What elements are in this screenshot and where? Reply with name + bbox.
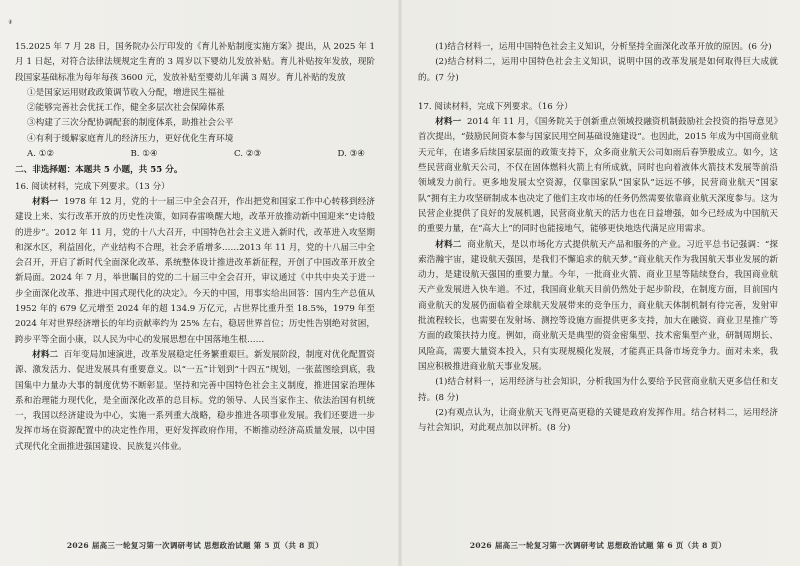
q15-item: ④有利于缓解家庭育儿的经济压力，更好优化生育环境	[27, 133, 234, 144]
q15-option-c: C. ②③	[234, 149, 262, 160]
right-page	[418, 40, 778, 540]
q17-requirement: (1)结合材料一，运用经济与社会知识，分析我国为什么要给予民营商业航天更多信任和支持。(8 分)	[418, 377, 778, 403]
q15-stem: 15.2025 年 7 月 28 日，国务院办公厅印发的《育儿补贴制度实施方案》提出，从 2025 年 1 月 1 日起，对符合法律法规规定生育的 3 周岁以下婴幼儿发放补贴。育儿补贴按年发放，现阶段国家基础标准为每年每孩 3600 元，发放补贴至婴幼儿年满 3 周岁。育儿补贴的发放	[15, 42, 375, 83]
q15-option-a: A. ①②	[27, 149, 55, 160]
q17-title: 17. 阅读材料，完成下列要求。（16 分）	[418, 101, 573, 112]
q15-option-b: B. ①④	[130, 149, 158, 160]
page-footer: 2026 届高三一轮复习第一次调研考试 思想政治试题 第 5 页（共 8 页）	[66, 541, 324, 550]
page-footer: 2026 届高三一轮复习第一次调研考试 思想政治试题 第 6 页（共 8 页）	[469, 541, 727, 550]
material-label: 材料二	[435, 239, 462, 250]
q16-requirement: (1)结合材料一，运用中国特色社会主义知识，分析坚持全面深化改革开放的原因。(6 分)	[435, 42, 772, 52]
section-heading: 二、非选择题：本题共 5 小题，共 55 分。	[15, 165, 183, 176]
q15-item: ③构建了三次分配协调配套的制度体系，助推社会公平	[27, 118, 234, 129]
material-text: 商业航天，是以市场化方式提供航天产品和服务的产业。习近平总书记强调：“探索浩瀚宇宙，建设航天强国，是我们不懈追求的航天梦。”商业航天作为我国航天事业发展的新动力，是建设航天强国的重要力量。今年，一批商业火箭、商业卫星等陆续登台，我国商业航天产业发展进入快车道。不过，我国商业航天目前仍然处于起步阶段，在制度方面，目前国内商业航天的发展仍面临着全球航天发展带来的竞争压力，商业航天体制机制有待完善，发射审批流程较长，也需要在发射场、测控等设施方面提供更多支持，加大在融资、商业卫星推广等方面的政策扶持力度。例如，商业航天是典型的资金密集型、技术密集型产业，研制周期长、风险高，需要大量资本投入，只有实现规模化发展，才能真正具备市场竞争力。面对未来，我国应积极推进商业航天事业发展。	[418, 239, 778, 372]
material-text: 1978 年 12 月，党的十一届三中全会召开，作出把党和国家工作中心转移到经济建设上来、实行改革开放的历史性决策，如同春雷唤醒大地，改革开放推动新中国迎来“史诗般的进步”。2012 年 11 月，党的十八大召开，中国特色社会主义进入新时代，改革进入攻坚期和深水区，利益固化，产业结构不合理，社会矛盾增多……2013 年 11 月，党的十八届三中全会召开，开启了新时代全面深化改革、系统整体设计推进改革新征程，开创了中国改革开放全新局面。2024 年 7 月，举世瞩目的党的二十届三中全会召开，审议通过《中共中央关于进一步全面深化改革、推进中国式现代化的决定》。今天的中国，用事实给出回答：国内生产总值从 1952 年的 679 亿元增至 2024 年的超 134.9 万亿元，占世界比重升至 18.5%，1979 年至 2024 年对世界经济增长的年均贡献率约为 25% 左右，稳居世界首位；历史性告别绝对贫困，跨步平等全面小康，以人民为中心的发展思想在中国落地生根……	[15, 196, 375, 345]
q17-material2	[418, 238, 778, 376]
page-fold	[398, 0, 402, 566]
material-label: 材料一	[32, 196, 59, 207]
material-text: 2014 年 11 月，《国务院关于创新重点领域投融资机制鼓励社会投资的指导意见》首次提出，“鼓励民间资本参与国家民用空间基础设施建设”。也因此，2015 年成为中国商业航天元年，在诸多后续国家层面的政策支持下，众多商业航天公司如雨后春笋般成立。如今，这些民营商业航天公司，不仅在固体燃料火箭上有所成就，同时也向着液体火箭技术发展等前沿领域发力前行。更多地发展太空资源，仅靠国家队“国家队”远远不够，民营商业航天“国家队”拥有主力攻坚研制成本也决定了他们主攻市场的任务仍然需要依靠商业航天深度参与。这为民营企业提供了良好的发展机遇，民营商业航天的活力也在日益增强，如今已经成为中国航天的重要力量，在“高大上”的同时也能接地气，能够更快地迭代满足应用需求。	[418, 117, 778, 235]
material-label: 材料一	[435, 117, 462, 128]
material-label: 材料二	[32, 349, 59, 360]
q16-material2	[15, 348, 375, 455]
q16-material1	[15, 195, 375, 348]
corner-mark: 𝓇	[8, 14, 13, 27]
q15-item: ②能够完善社会优抚工作，健全多层次社会保障体系	[27, 103, 225, 114]
material-text: 百年变局加速演进，改革发展稳定任务繁重艰巨。新发展阶段，制度对优化配置资源、激发活力、促进发展具有重要意义。以“一五”计划到“十四五”规划，一张蓝图绘到底，我国集中力量办大事的制度优势不断彰显。坚持和完善中国特色社会主义制度，推进国家治理体系和治理能力现代化，是全面深化改革的总目标。党的领导、人民当家作主、依法治国有机统一，我国以经济建设为中心，实施一系列重大战略，稳步推进各项事业发展。我们还要进一步发挥市场在资源配置中的决定性作用，更好发挥政府作用，不断推动经济高质量发展，以中国式现代化全面推进强国建设、民族复兴伟业。	[15, 349, 375, 452]
q15-options	[15, 147, 375, 162]
left-page	[15, 40, 375, 540]
q17-requirement: (2)有观点认为，让商业航天飞得更高更稳的关键是政府发挥作用。结合材料二，运用经济与社会知识，对此观点加以评析。(8 分)	[418, 407, 778, 434]
q16-requirement: (2)结合材料二，运用中国特色社会主义知识，说明中国的改革发展是如何取得巨大成就的。(7 分)	[418, 57, 778, 83]
q15-option-d: D. ③④	[337, 149, 365, 160]
q16-title: 16. 阅读材料，完成下列要求。（13 分）	[15, 181, 170, 192]
q17-material1	[418, 115, 778, 237]
q15-item: ①是国家运用财政政策调节收入分配，增进民生福祉	[27, 87, 225, 98]
